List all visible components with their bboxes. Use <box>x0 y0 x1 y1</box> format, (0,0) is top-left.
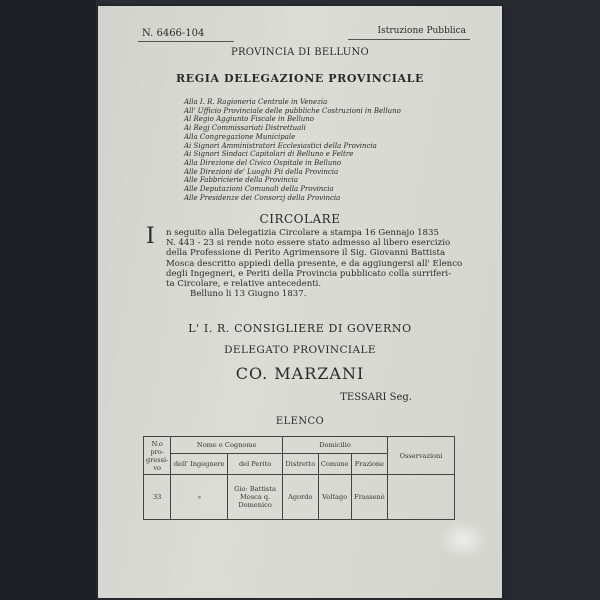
addressee-line: Ai Regj Commissariati Distrettuali <box>184 124 306 133</box>
cell-surveyor: Gio: Battista Mosca q. Domenico <box>228 475 283 520</box>
addressee-list <box>184 98 401 202</box>
cell-notes <box>388 475 455 520</box>
cell-engineer: » <box>171 475 228 520</box>
addressee-line: Alle Presidenze dei Consorzj della Provincia <box>184 193 341 202</box>
addressee-line: Alla I. R. Ragioneria Centrale in Venezia <box>184 98 328 106</box>
document-number-rule <box>138 41 234 42</box>
addressee-line: Al Regio Aggiunto Fiscale in Belluno <box>184 115 314 124</box>
document-number: N. 6466-104 <box>142 28 205 39</box>
header-district: Distretto <box>283 454 318 475</box>
header-progressive-number: N.o pro- gressi- vo <box>144 437 171 475</box>
addressee-line: Alle Direzioni de' Luoghi Pii della Provincia <box>184 167 339 176</box>
role-line-councillor: L' I. R. CONSIGLIERE DI GOVERNO <box>188 322 412 335</box>
body-line: degli Ingegneri, e Periti della Provincia pubblicato colla surriferi- <box>166 268 452 279</box>
secretary-signature: TESSARI Seg. <box>340 392 412 403</box>
addressee-line: Alle Deputazioni Comunali della Provincia <box>184 185 334 194</box>
dark-background-right <box>500 0 600 600</box>
register-table <box>143 436 455 520</box>
header-domicile-group: Domicilio <box>283 437 388 454</box>
addressee-line: Alla Congregazione Municipale <box>184 132 296 141</box>
table-header-row <box>144 437 455 454</box>
cell-number: 33 <box>144 475 171 520</box>
body-line: Mosca descritto appiedi della presente, e da aggiungersi all' Elenco <box>166 258 463 269</box>
addressee-line: Alla Direzione del Civico Ospitale in Belluno <box>184 158 342 167</box>
addressee-line: All' Ufficio Provinciale delle pubbliche Costruzioni in Belluno <box>184 106 401 115</box>
cell-fraction: Frassenè <box>351 475 387 520</box>
province-heading: PROVINCIA DI BELLUNO <box>230 47 370 58</box>
signatory-name: CO. MARZANI <box>235 364 365 383</box>
section-rule <box>348 39 470 40</box>
header-surveyor: del Perito <box>228 454 283 475</box>
cell-district: Agordo <box>283 475 318 520</box>
body-line: n seguito alla Delegatizia Circolare a stampa 16 Gennajo 1835 <box>166 228 439 238</box>
document-sheet <box>98 6 502 598</box>
table-row <box>144 475 455 520</box>
cell-comune: Voltago <box>318 475 351 520</box>
body-line: ta Circolare, e relative antecedenti. <box>166 279 322 290</box>
addressee-line: Ai Signori Sindaci Capitolari di Belluno e Feltre <box>184 150 354 159</box>
section-label: Istruzione Pubblica <box>377 26 466 36</box>
header-engineer: dell' Ingegnere <box>171 454 228 475</box>
dark-background-left <box>0 0 96 600</box>
addressee-line: Alle Fabbricierie della Provincia <box>184 176 299 185</box>
header-notes: Osservazioni <box>388 437 455 475</box>
body-line: N. 443 - 23 si rende noto essere stato admesso al libero esercizio <box>166 238 451 249</box>
body-line: della Professione di Perito Agrimensore il Sig. Giovanni Battista <box>166 248 446 259</box>
header-fraction: Frazione <box>351 454 387 475</box>
list-title: ELENCO <box>275 416 325 427</box>
drop-cap: I <box>146 224 155 249</box>
header-name-group: Nome e Cognome <box>171 437 283 454</box>
paper-stain <box>438 520 488 560</box>
addressee-line: Ai Signori Amministratori Ecclesiastici della Provincia <box>184 141 377 150</box>
header-comune: Comune <box>318 454 351 475</box>
circular-body <box>166 228 462 299</box>
circular-title: CIRCOLARE <box>259 212 341 226</box>
delegation-heading: REGIA DELEGAZIONE PROVINCIALE <box>176 72 424 85</box>
role-line-delegate: DELEGATO PROVINCIALE <box>224 344 376 356</box>
date-line: Belluno li 13 Giugno 1837. <box>190 289 307 300</box>
